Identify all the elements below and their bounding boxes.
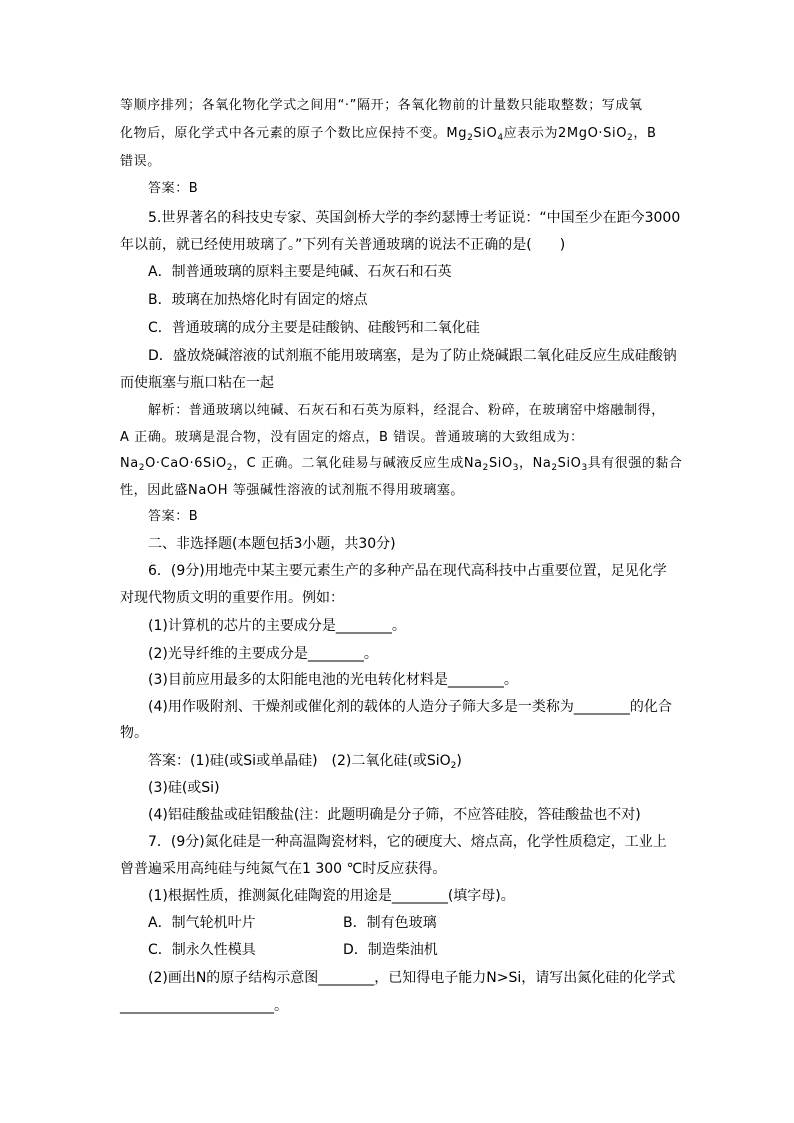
option-5d-line-2: 而使瓶塞与瓶口粘在一起 bbox=[120, 375, 274, 391]
explanation-line-1: 等顺序排列；各氧化物化学式之间用“·”隔开；各氧化物前的计量数只能取整数；写成氧 bbox=[120, 98, 643, 113]
option-5c: C．普通玻璃的成分主要是硅酸钠、硅酸钙和二氧化硅 bbox=[148, 320, 480, 336]
option-5a: A．制普通玻璃的原料主要是纯碱、石灰石和石英 bbox=[148, 264, 452, 280]
answer-4: 答案：B bbox=[148, 181, 199, 196]
question-7-line-1: 7．(9分)氮化硅是一种高温陶瓷材料，它的硬度大、熔点高，化学性质稳定，工业上 bbox=[148, 834, 667, 850]
question-6-part-3: (3)目前应用最多的太阳能电池的光电转化材料是________。 bbox=[148, 672, 518, 688]
explanation-5-line-1: 解析：普通玻璃以纯碱、石灰石和石英为原料，经混合、粉碎，在玻璃窑中熔融制得， bbox=[148, 403, 665, 418]
question-7-part-2-line-2: ______________________。 bbox=[120, 998, 288, 1014]
question-5-line-1: 5.世界著名的科技史专家、英国剑桥大学的李约瑟博士考证说：“中国至少在距今3000 bbox=[148, 210, 681, 226]
explanation-line-2: 化物后，原化学式中各元素的原子个数比应保持不变。$Mg_2SiO_4$应表示为2MgO·SiO$_2$，B bbox=[120, 126, 657, 143]
answer-6-line-3: (4)铝硅酸盐或硅铝酸盐(注：此题明确是分子筛，不应答硅胶，答硅酸盐也不对) bbox=[148, 807, 641, 823]
option-7c: C．制永久性模具 bbox=[148, 942, 256, 958]
question-6-part-4-line-2: 物。 bbox=[120, 725, 148, 741]
answer-6-line-1: 答案：(1)硅(或Si或单晶硅) (2)二氧化硅(或SiO$_2$) bbox=[148, 753, 462, 771]
section-heading: 二、非选择题(本题包括3小题，共30分) bbox=[148, 536, 396, 552]
explanation-5-line-4: 性，因此盛NaOH 等强碱性溶液的试剂瓶不得用玻璃塞。 bbox=[120, 483, 465, 498]
answer-5: 答案：B bbox=[148, 509, 199, 524]
option-7b: B．制有色玻璃 bbox=[343, 915, 437, 931]
question-5-line-2: 年以前，就已经使用玻璃了。”下列有关普通玻璃的说法不正确的是( ) bbox=[120, 237, 566, 253]
option-5d-line-1: D．盛放烧碱溶液的试剂瓶不能用玻璃塞，是为了防止烧碱跟二氧化硅反应生成硅酸钠 bbox=[148, 348, 677, 364]
explanation-5-line-2: A 正确。玻璃是混合物，没有固定的熔点，B 错误。普通玻璃的大致组成为： bbox=[120, 430, 584, 445]
question-7-line-2: 曾普遍采用高纯硅与纯氮气在1 300 ℃时反应获得。 bbox=[120, 861, 447, 877]
explanation-line-3: 错误。 bbox=[120, 154, 161, 169]
option-5b: B．玻璃在加热熔化时有固定的熔点 bbox=[148, 292, 368, 308]
question-6-line-2: 对现代物质文明的重要作用。例如： bbox=[120, 590, 344, 606]
question-6-line-1: 6．(9分)用地壳中某主要元素生产的多种产品在现代高科技中占重要位置，足见化学 bbox=[148, 563, 667, 579]
question-6-part-4-line-1: (4)用作吸附剂、干燥剂或催化剂的载体的人造分子筛大多是一类称为________的化合 bbox=[148, 699, 672, 715]
question-7-part-1: (1)根据性质，推测氮化硅陶瓷的用途是________(填字母)。 bbox=[148, 888, 515, 904]
answer-6-line-2: (3)硅(或Si) bbox=[148, 780, 220, 796]
question-6-part-1: (1)计算机的芯片的主要成分是________。 bbox=[148, 618, 406, 634]
explanation-5-line-3: $Na_2O\cdot CaO\cdot 6SiO_2$，C 正确。二氧化硅易与碱液反应生成$Na_2SiO_3$，$Na_2SiO_3$具有很强的黏合 bbox=[120, 456, 683, 473]
option-7d: D．制造柴油机 bbox=[343, 942, 438, 958]
question-6-part-2: (2)光导纤维的主要成分是________。 bbox=[148, 646, 378, 662]
option-7a: A．制气轮机叶片 bbox=[148, 915, 256, 931]
question-7-part-2-line-1: (2)画出N的原子结构示意图________，已知得电子能力N>Si，请写出氮化硅的化学式 bbox=[148, 970, 676, 986]
